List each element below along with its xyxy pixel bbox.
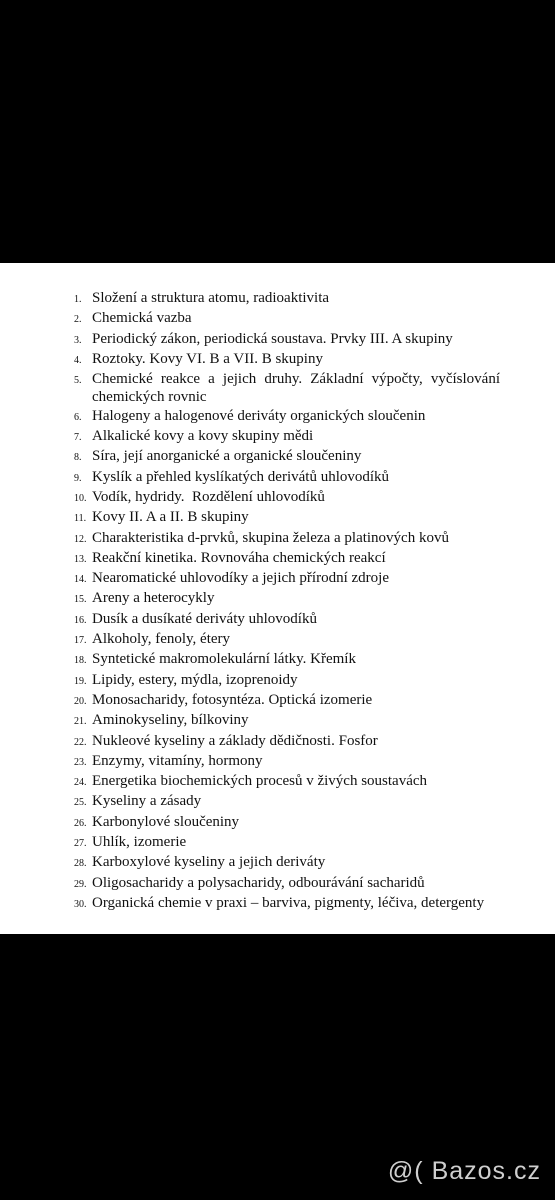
- list-item: [74, 772, 500, 792]
- list-item: [74, 630, 500, 650]
- list-item: [74, 289, 500, 309]
- item-number: 19.: [74, 675, 87, 687]
- item-text: Monosacharidy, fotosyntéza. Optická izomerie: [92, 691, 373, 708]
- item-number: 28.: [74, 858, 87, 870]
- list-item: [74, 468, 500, 488]
- topic-list: [74, 289, 500, 914]
- item-number: 1.: [74, 294, 82, 305]
- list-item: [74, 792, 500, 812]
- list-item: [74, 589, 500, 609]
- item-text: Nearomatické uhlovodíky a jejich přírodní zdroje: [92, 570, 389, 587]
- item-number: 22.: [74, 736, 87, 748]
- item-number: 3.: [74, 334, 82, 346]
- item-number: 20.: [74, 695, 87, 707]
- item-text: Dusík a dusíkaté deriváty uhlovodíků: [92, 610, 317, 627]
- list-item: [74, 833, 500, 853]
- item-text: Charakteristika d-prvků, skupina železa a platinových kovů: [92, 529, 449, 546]
- list-item: [74, 732, 500, 752]
- item-text: Chemické reakce a jejich druhy. Základní výpočty, vyčíslování chemických rovnic: [92, 371, 500, 406]
- item-number: 13.: [74, 553, 87, 565]
- item-number: 6.: [74, 411, 82, 423]
- item-text: Areny a heterocykly: [92, 590, 215, 607]
- item-text: Syntetické makromolekulární látky. Křemík: [92, 651, 356, 668]
- item-text: Organická chemie v praxi – barviva, pigmenty, léčiva, detergenty: [92, 894, 485, 911]
- item-text: Aminokyseliny, bílkoviny: [92, 712, 249, 729]
- item-number: 10.: [74, 492, 87, 504]
- item-text: Lipidy, estery, mýdla, izoprenoidy: [92, 671, 298, 688]
- list-item: [74, 711, 500, 731]
- item-number: 8.: [74, 452, 82, 464]
- list-item: [74, 691, 500, 711]
- list-item: [74, 529, 500, 549]
- item-text: Kyslík a přehled kyslíkatých derivátů uhlovodíků: [92, 468, 390, 485]
- item-number: 18.: [74, 655, 87, 667]
- list-item: [74, 508, 500, 528]
- list-item: [74, 350, 500, 370]
- item-text: Periodický zákon, periodická soustava. Prvky III. A skupiny: [92, 330, 453, 347]
- item-number: 7.: [74, 432, 82, 444]
- item-number: 29.: [74, 878, 87, 890]
- item-text: Alkoholy, fenoly, étery: [92, 631, 231, 648]
- list-item: [74, 813, 500, 833]
- item-text: Halogeny a halogenové deriváty organických sloučenin: [92, 407, 426, 424]
- item-number: 25.: [74, 797, 87, 809]
- item-text: Reakční kinetika. Rovnováha chemických reakcí: [92, 549, 386, 566]
- item-text: Složení a struktura atomu, radioaktivita: [92, 290, 330, 306]
- item-number: 15.: [74, 594, 87, 606]
- list-item: [74, 549, 500, 569]
- bazos-watermark: @( Bazos.cz: [387, 1157, 541, 1185]
- item-number: 26.: [74, 817, 87, 829]
- list-item: [74, 488, 500, 508]
- list-item: [74, 370, 500, 407]
- item-number: 2.: [74, 314, 82, 326]
- item-number: 12.: [74, 533, 87, 545]
- item-number: 16.: [74, 614, 87, 626]
- list-item: [74, 427, 500, 447]
- item-text: Uhlík, izomerie: [92, 834, 187, 851]
- list-item: [74, 407, 500, 427]
- item-text: Kyseliny a zásady: [92, 793, 202, 810]
- list-item: [74, 752, 500, 772]
- item-text: Karboxylové kyseliny a jejich deriváty: [92, 854, 326, 871]
- item-number: 17.: [74, 635, 87, 647]
- item-text: Karbonylové sloučeniny: [92, 813, 240, 830]
- top-black-band: [0, 0, 555, 263]
- document-page: [0, 263, 555, 934]
- item-text: Enzymy, vitamíny, hormony: [92, 752, 263, 769]
- list-item: [74, 853, 500, 873]
- list-item: [74, 330, 500, 350]
- item-number: 14.: [74, 574, 87, 586]
- item-text: Oligosacharidy a polysacharidy, odbourávání sacharidů: [92, 874, 425, 891]
- list-item: [74, 874, 500, 894]
- list-item: [74, 671, 500, 691]
- list-item: [74, 650, 500, 670]
- item-text: Energetika biochemických procesů v živých soustavách: [92, 773, 428, 790]
- item-text: Síra, její anorganické a organické sloučeniny: [92, 448, 362, 465]
- item-number: 9.: [74, 472, 82, 484]
- item-text: Nukleové kyseliny a základy dědičnosti. Fosfor: [92, 732, 378, 749]
- list-item: [74, 610, 500, 630]
- item-number: 23.: [74, 756, 87, 768]
- item-text: Vodík, hydridy. Rozdělení uhlovodíků: [92, 488, 325, 505]
- item-text: Kovy II. A a II. B skupiny: [92, 509, 249, 526]
- list-item: [74, 309, 500, 329]
- item-text: Chemická vazba: [92, 310, 192, 327]
- list-item: [74, 894, 500, 914]
- item-number: 30.: [74, 898, 87, 910]
- list-item: [74, 569, 500, 589]
- item-number: 21.: [74, 716, 87, 728]
- item-number: 5.: [74, 375, 82, 387]
- item-number: 27.: [74, 838, 87, 850]
- item-number: 11.: [74, 513, 87, 525]
- item-text: Roztoky. Kovy VI. B a VII. B skupiny: [92, 350, 323, 367]
- item-number: 4.: [74, 354, 82, 366]
- item-number: 24.: [74, 777, 87, 789]
- list-item: [74, 447, 500, 467]
- item-text: Alkalické kovy a kovy skupiny mědi: [92, 428, 314, 445]
